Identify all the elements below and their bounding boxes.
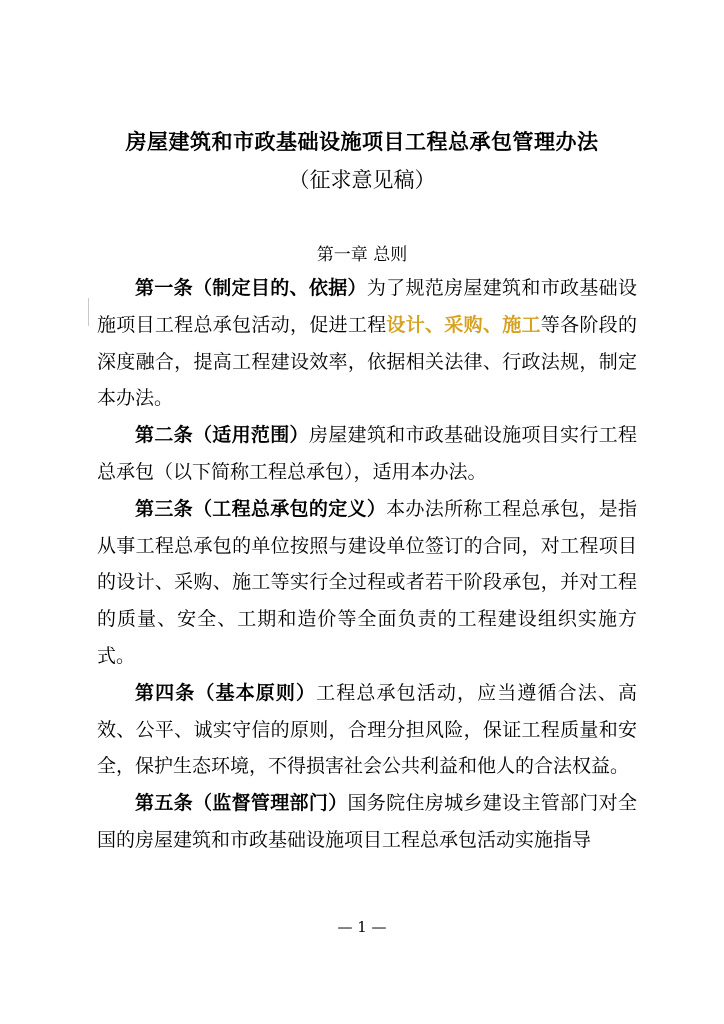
document-subtitle: （征求意见稿）	[288, 168, 436, 192]
article-2-text: 房屋建筑和市政基础设施项目实行工程总承包（以下简称工程总承包），适用本办法。	[97, 424, 637, 483]
page-number: — 1 —	[337, 918, 387, 936]
article-3-heading: 第三条（工程总承包的定义）	[135, 497, 387, 520]
article-1	[97, 270, 637, 417]
article-2-heading: 第二条（适用范围）	[135, 424, 309, 447]
article-4-text: 工程总承包活动，应当遵循合法、高效、公平、诚实守信的原则，合理分担风险，保证工程质量和安全，保护生态环境，不得损害社会公共利益和他人的合法权益。	[97, 681, 637, 778]
article-5-text: 国务院住房城乡建设主管部门对全国的房屋建筑和市政基础设施项目工程总承包活动实施指导	[97, 792, 637, 851]
document-title: 房屋建筑和市政基础设施项目工程总承包管理办法	[125, 130, 599, 154]
article-5	[97, 785, 637, 859]
article-4-heading: 第四条（基本原则）	[135, 681, 317, 704]
article-4	[97, 675, 637, 785]
article-3	[97, 491, 637, 675]
article-3-text: 本办法所称工程总承包，是指从事工程总承包的单位按照与建设单位签订的合同，对工程项目的设计、采购、施工等实行全过程或者若干阶段承包，并对工程的质量、安全、工期和造价等全面负责的工程建设组织实施方式。	[97, 497, 637, 667]
chapter-heading: 第一章 总则	[316, 245, 408, 265]
article-1-text-before: 为了规范房屋建筑和市政基础设施项目工程总承包活动，促进工程	[97, 277, 637, 336]
article-5-heading: 第五条（监督管理部门）	[135, 792, 348, 815]
article-2	[97, 417, 637, 491]
document-body	[97, 270, 637, 859]
article-1-highlight: 设计、采购、施工	[386, 313, 541, 336]
margin-mark	[88, 298, 89, 326]
article-1-heading: 第一条（制定目的、依据）	[135, 277, 367, 299]
article-1-text-after: 等各阶段的深度融合，提高工程建设效率，依据相关法律、行政法规，制定本办法。	[97, 313, 637, 410]
